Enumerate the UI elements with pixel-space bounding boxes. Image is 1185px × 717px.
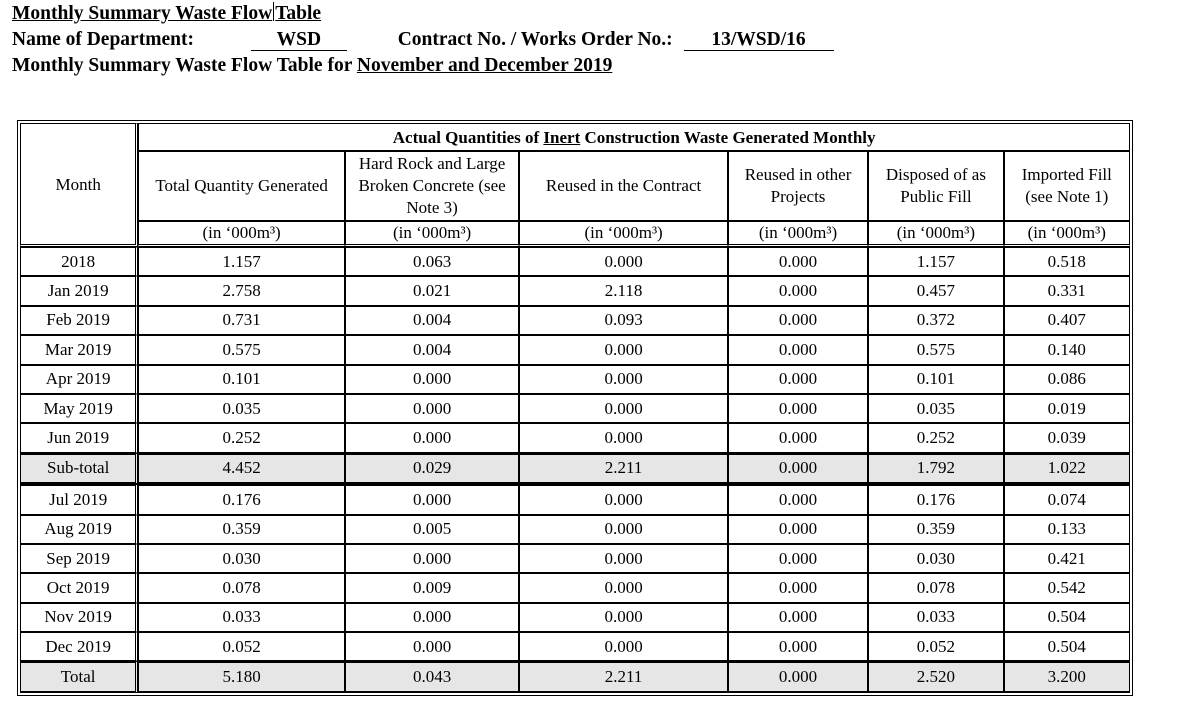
- value-cell: 0.000: [345, 423, 519, 452]
- value-cell: 0.000: [728, 423, 868, 452]
- column-header: Disposed of as Public Fill: [868, 151, 1003, 221]
- waste-flow-table-frame: [17, 120, 1133, 696]
- value-cell: 0.000: [728, 276, 868, 305]
- column-header: Total Quantity Generated: [138, 151, 345, 221]
- month-cell: May 2019: [20, 394, 138, 423]
- value-cell: 0.063: [345, 247, 519, 276]
- column-unit: (in ‘000m³): [728, 221, 868, 247]
- value-cell: 0.000: [519, 603, 728, 632]
- column-unit: (in ‘000m³): [519, 221, 728, 247]
- value-cell: 5.180: [138, 661, 345, 692]
- month-cell: 2018: [20, 247, 138, 276]
- value-cell: 3.200: [1004, 661, 1130, 692]
- department-line: [12, 28, 834, 52]
- table-row: [20, 573, 1130, 602]
- value-cell: 0.030: [138, 544, 345, 573]
- month-cell: Aug 2019: [20, 515, 138, 544]
- value-cell: 0.000: [728, 661, 868, 692]
- value-cell: 0.000: [519, 365, 728, 394]
- value-cell: 0.000: [519, 335, 728, 364]
- group-header-prefix: Actual Quantities of: [392, 127, 540, 147]
- month-cell: Apr 2019: [20, 365, 138, 394]
- value-cell: 0.005: [345, 515, 519, 544]
- value-cell: 0.000: [728, 632, 868, 661]
- month-cell: Jul 2019: [20, 484, 138, 514]
- table-row: [20, 247, 1130, 276]
- table-row: [20, 632, 1130, 661]
- value-cell: 0.000: [519, 423, 728, 452]
- value-cell: 0.457: [868, 276, 1003, 305]
- value-cell: 0.000: [728, 365, 868, 394]
- value-cell: 0.000: [345, 394, 519, 423]
- group-header-suffix: Construction Waste Generated Monthly: [584, 127, 876, 147]
- table-row: [20, 335, 1130, 364]
- value-cell: 0.140: [1004, 335, 1130, 364]
- month-cell: Jun 2019: [20, 423, 138, 452]
- value-cell: 0.039: [1004, 423, 1130, 452]
- value-cell: 0.000: [728, 573, 868, 602]
- subtitle-period: November and December 2019: [356, 55, 613, 76]
- value-cell: 0.372: [868, 306, 1003, 335]
- title-text: Monthly Summary Waste Flow: [12, 3, 273, 24]
- department-label: Name of Department:: [12, 29, 194, 50]
- value-cell: 0.504: [1004, 603, 1130, 632]
- value-cell: 0.000: [345, 632, 519, 661]
- value-cell: 0.359: [138, 515, 345, 544]
- value-cell: 0.029: [345, 453, 519, 484]
- value-cell: 0.004: [345, 306, 519, 335]
- value-cell: 0.043: [345, 661, 519, 692]
- value-cell: 0.575: [868, 335, 1003, 364]
- month-cell: Nov 2019: [20, 603, 138, 632]
- value-cell: 0.000: [728, 484, 868, 514]
- column-header: Reused in other Projects: [728, 151, 868, 221]
- value-cell: 0.093: [519, 306, 728, 335]
- value-cell: 0.021: [345, 276, 519, 305]
- value-cell: 0.101: [138, 365, 345, 394]
- month-header: Month: [20, 123, 138, 247]
- column-unit: (in ‘000m³): [345, 221, 519, 247]
- table-row: [20, 423, 1130, 452]
- value-cell: 0.000: [345, 484, 519, 514]
- month-cell: Total: [20, 661, 138, 692]
- value-cell: 0.033: [138, 603, 345, 632]
- value-cell: 0.000: [519, 247, 728, 276]
- value-cell: 0.000: [519, 544, 728, 573]
- group-header: [138, 123, 1130, 151]
- waste-flow-table: [20, 123, 1130, 693]
- value-cell: 0.052: [868, 632, 1003, 661]
- value-cell: 0.731: [138, 306, 345, 335]
- value-cell: 0.000: [519, 632, 728, 661]
- value-cell: 1.792: [868, 453, 1003, 484]
- value-cell: 0.030: [868, 544, 1003, 573]
- value-cell: 0.052: [138, 632, 345, 661]
- title-text-end: Table: [275, 3, 322, 24]
- value-cell: 0.421: [1004, 544, 1130, 573]
- subtotal-row: [20, 453, 1130, 484]
- document-title: [12, 2, 321, 26]
- value-cell: 2.211: [519, 453, 728, 484]
- value-cell: 1.157: [138, 247, 345, 276]
- value-cell: 0.035: [138, 394, 345, 423]
- value-cell: 0.575: [138, 335, 345, 364]
- value-cell: 0.176: [138, 484, 345, 514]
- value-cell: 0.252: [868, 423, 1003, 452]
- value-cell: 0.407: [1004, 306, 1130, 335]
- month-cell: Mar 2019: [20, 335, 138, 364]
- group-header-emph: Inert: [543, 127, 581, 147]
- value-cell: 0.004: [345, 335, 519, 364]
- column-unit: (in ‘000m³): [1004, 221, 1130, 247]
- value-cell: 0.000: [519, 394, 728, 423]
- value-cell: 0.518: [1004, 247, 1130, 276]
- value-cell: 0.000: [728, 603, 868, 632]
- value-cell: 0.009: [345, 573, 519, 602]
- subtitle-prefix: Monthly Summary Waste Flow Table for: [12, 55, 353, 76]
- value-cell: 1.022: [1004, 453, 1130, 484]
- table-body: [20, 247, 1130, 693]
- value-cell: 0.086: [1004, 365, 1130, 394]
- value-cell: 0.074: [1004, 484, 1130, 514]
- table-row: [20, 365, 1130, 394]
- value-cell: 0.000: [519, 515, 728, 544]
- value-cell: 0.000: [728, 247, 868, 276]
- total-row: [20, 661, 1130, 692]
- month-cell: Dec 2019: [20, 632, 138, 661]
- value-cell: 0.359: [868, 515, 1003, 544]
- contract-value: 13/WSD/16: [684, 30, 834, 51]
- value-cell: 2.118: [519, 276, 728, 305]
- month-cell: Sub-total: [20, 453, 138, 484]
- value-cell: 2.520: [868, 661, 1003, 692]
- column-header: Reused in the Contract: [519, 151, 728, 221]
- value-cell: 0.000: [728, 306, 868, 335]
- month-cell: Sep 2019: [20, 544, 138, 573]
- table-row: [20, 603, 1130, 632]
- value-cell: 0.504: [1004, 632, 1130, 661]
- value-cell: 0.000: [728, 515, 868, 544]
- column-header: Hard Rock and Large Broken Concrete (see Note 3): [345, 151, 519, 221]
- value-cell: 0.101: [868, 365, 1003, 394]
- month-cell: Feb 2019: [20, 306, 138, 335]
- value-cell: 0.000: [728, 394, 868, 423]
- value-cell: 0.331: [1004, 276, 1130, 305]
- value-cell: 0.000: [728, 335, 868, 364]
- value-cell: 0.019: [1004, 394, 1130, 423]
- value-cell: 0.078: [868, 573, 1003, 602]
- table-row: [20, 484, 1130, 514]
- value-cell: 0.133: [1004, 515, 1130, 544]
- value-cell: 0.078: [138, 573, 345, 602]
- value-cell: 0.000: [345, 544, 519, 573]
- table-row: [20, 544, 1130, 573]
- value-cell: 2.211: [519, 661, 728, 692]
- value-cell: 0.000: [345, 365, 519, 394]
- value-cell: 0.000: [728, 544, 868, 573]
- month-cell: Jan 2019: [20, 276, 138, 305]
- value-cell: 0.035: [868, 394, 1003, 423]
- value-cell: 0.542: [1004, 573, 1130, 602]
- department-value: WSD: [251, 30, 347, 51]
- value-cell: 0.000: [519, 484, 728, 514]
- contract-label: Contract No. / Works Order No.:: [397, 29, 673, 50]
- table-row: [20, 276, 1130, 305]
- value-cell: 0.000: [519, 573, 728, 602]
- table-row: [20, 394, 1130, 423]
- value-cell: 0.000: [345, 603, 519, 632]
- value-cell: 4.452: [138, 453, 345, 484]
- column-unit: (in ‘000m³): [138, 221, 345, 247]
- table-row: [20, 306, 1130, 335]
- value-cell: 0.033: [868, 603, 1003, 632]
- value-cell: 0.000: [728, 453, 868, 484]
- month-cell: Oct 2019: [20, 573, 138, 602]
- value-cell: 2.758: [138, 276, 345, 305]
- subtitle-line: [12, 54, 612, 78]
- column-unit: (in ‘000m³): [868, 221, 1003, 247]
- value-cell: 0.176: [868, 484, 1003, 514]
- column-header: Imported Fill (see Note 1): [1004, 151, 1130, 221]
- table-row: [20, 515, 1130, 544]
- value-cell: 1.157: [868, 247, 1003, 276]
- value-cell: 0.252: [138, 423, 345, 452]
